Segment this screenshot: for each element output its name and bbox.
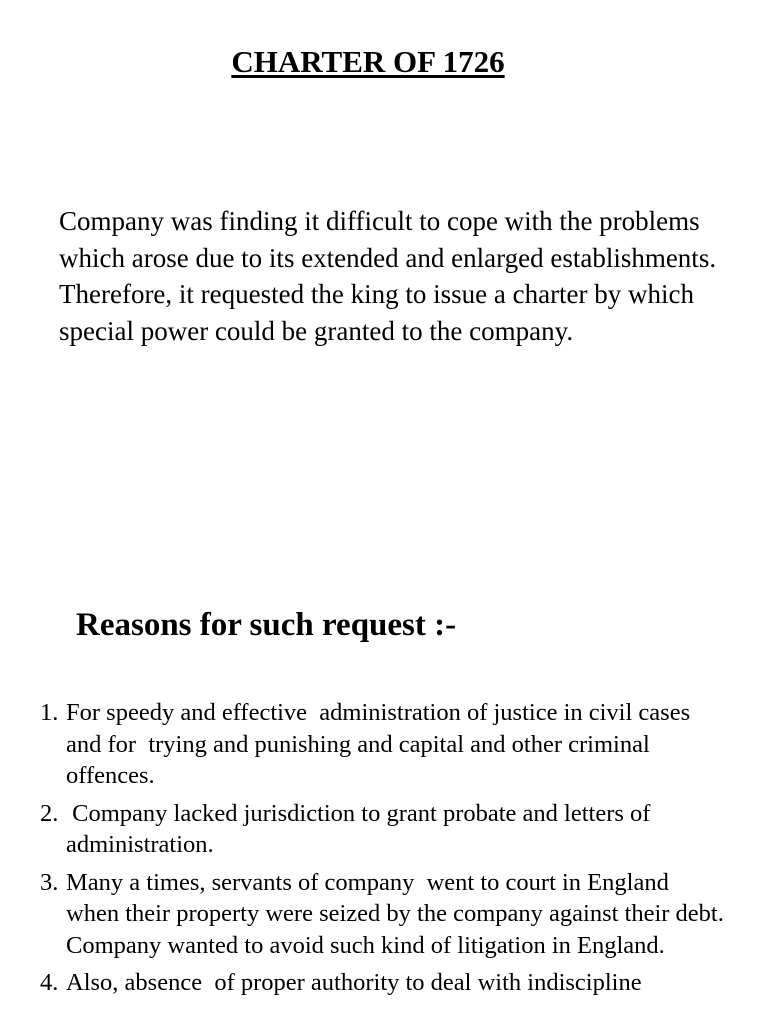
reasons-heading: Reasons for such request :- [76, 607, 457, 643]
list-item [0, 967, 768, 999]
list-item-number: 1. [40, 699, 59, 726]
list-item-number: 2. [40, 799, 59, 827]
list-item-text: For speedy and effective administration of justice in civil cases and for trying and punishing and capital and other criminal offences. [66, 699, 697, 789]
list-item-text: Company lacked jurisdiction to grant probate and letters of administration. [66, 799, 657, 858]
list-item-number: 3. [40, 868, 59, 896]
list-item-number: 4. [40, 969, 59, 996]
reasons-list [0, 697, 768, 1005]
intro-paragraph: Company was finding it difficult to cope with the problems which arose due to its extended and enlarged establishments. Therefore, it requested the king to issue a charter by which special power could be granted to the company. [59, 206, 717, 346]
page-title: CHARTER OF 1726 [231, 44, 505, 79]
list-item [0, 798, 768, 861]
list-item [0, 697, 768, 792]
list-item-text: Also, absence of proper authority to deal with indiscipline [66, 969, 642, 996]
list-item-text: Many a times, servants of company went to court in England when their property were seized by the company against their debt. Company wanted to avoid such kind of litigation in England. [66, 868, 730, 959]
list-item [0, 867, 768, 962]
